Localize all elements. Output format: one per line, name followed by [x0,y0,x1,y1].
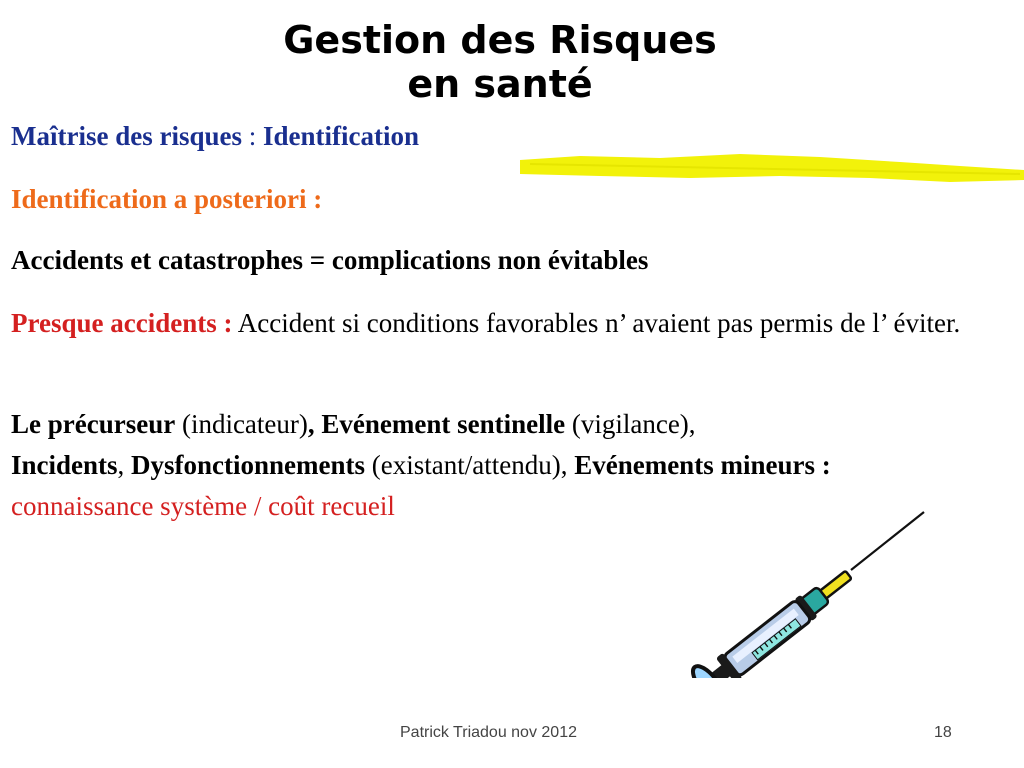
slide-title-line1: Gestion des Risques [283,18,717,62]
posteriori-heading: Identification a posteriori : [11,184,323,214]
precurseur-note: (indicateur) [175,409,308,439]
presque-text: Accident si conditions favorables n’ avaient pas permis de l’ éviter. [232,308,961,338]
subtitle-part1: Maîtrise des risques [11,121,242,151]
presque-accidents-paragraph [11,303,971,344]
page-number: 18 [934,724,952,741]
subtitle-part2: Identification [263,121,420,151]
sentinelle-term: , Evénement sentinelle [307,409,566,439]
dysfonctionnements-term: Dysfonctionnements [131,450,366,480]
syringe-icon [688,508,928,678]
connaissance-text: connaissance système / coût recueil [11,491,395,521]
incidents-term: Incidents [11,450,118,480]
precurseur-term: Le précurseur [11,409,176,439]
sentinelle-note: (vigilance), [565,409,696,439]
highlighter-stroke [520,148,1024,188]
dysfonctionnements-note: (existant/attendu), [365,450,575,480]
section-subtitle [11,121,419,152]
presque-label: Presque accidents : [11,308,233,338]
evenements-mineurs-term: Evénements mineurs : [574,450,831,480]
accidents-line: Accidents et catastrophes = complications non évitables [11,245,649,275]
slide-title-line2: en santé [407,62,593,106]
comma-separator: , [117,450,132,480]
footer-author: Patrick Triadou nov 2012 [400,724,577,741]
subtitle-separator: : [241,121,263,151]
slide-title [0,18,1000,106]
